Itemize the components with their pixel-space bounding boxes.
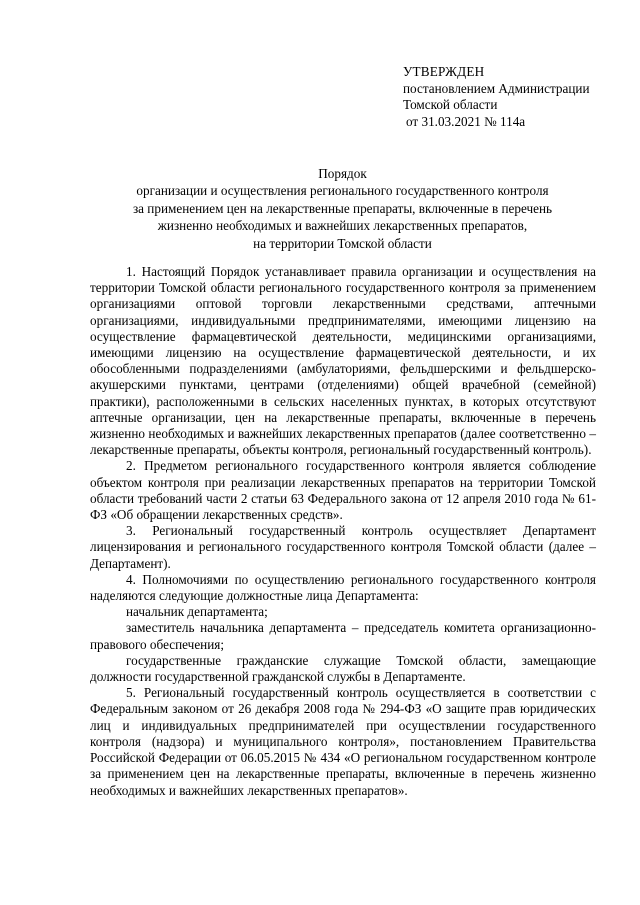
title-line-3: за применением цен на лекарственные препараты, включенные в перечень <box>132 200 553 216</box>
paragraph-5: 5. Региональный государственный контроль осуществляется в соответствии с Федеральным законом от 26 декабря 2008 года № 294-ФЗ «О защите прав юридических лиц и индивидуальных предпринимателей при осуществлении государственного контроля (надзора) и муниципального контроля», постановлением Правительства Российской Федерации от 06.05.2015 № 434 «О региональном государственном контроле за применением цен на лекарственные препараты, включенные в перечень жизненно необходимых и важнейших лекарственных препаратов». <box>90 685 596 798</box>
paragraph-1: 1. Настоящий Порядок устанавливает правила организации и осуществления на территории Томской области регионального государственного контроля за применением организациями оптовой торговли лекарственными средствами, аптечными организациями, индивидуальными предпринимателями, имеющими лицензию на осуществление фармацевтической деятельности, медицинскими организациями, имеющими лицензию на осуществление фармацевтической деятельности, и их обособленными подразделениями (амбулаториями, фельдшерскими и фельдшерско-акушерскими пунктами, центрами (отделениями) общей врачебной (семейной) практики), расположенными в сельских населенных пунктах, в которых отсутствуют аптечные организации, цен на лекарственные препараты, включенные в перечень жизненно необходимых и важнейших лекарственных препаратов (далее соответственно – лекарственные препараты, объекты контроля, региональный государственный контроль). <box>90 264 596 458</box>
title-line-5: на территории Томской области <box>253 235 432 251</box>
approval-line-2: Томской области <box>403 97 498 112</box>
document-title <box>90 165 595 252</box>
paragraph-4-item-2: заместитель начальника департамента – председатель комитета организационно-правового обеспечения; <box>90 620 596 652</box>
paragraph-4-item-3: государственные гражданские служащие Томской области, замещающие должности государственной гражданской службы в Департаменте. <box>90 652 596 685</box>
approval-heading: УТВЕРЖДЕН <box>403 64 485 79</box>
approval-stamp <box>403 64 628 130</box>
document-body <box>90 264 596 799</box>
paragraph-4-item-1: начальник департамента; <box>126 604 268 620</box>
title-line-2: организации и осуществления регионального государственного контроля <box>136 183 549 199</box>
paragraph-2: 2. Предметом регионального государственного контроля является соблюдение объектом контроля при реализации лекарственных препаратов на территории Томской области требований части 2 статьи 63 Федерального закона от 12 апреля 2010 года № 61-ФЗ «Об обращении лекарственных средств». <box>90 458 596 523</box>
paragraph-4: 4. Полномочиями по осуществлению регионального государственного контроля наделяются следующие должностные лица Департамента: <box>90 571 596 604</box>
approval-line-1: постановлением Администрации <box>403 80 590 96</box>
title-line-4: жизненно необходимых и важнейших лекарственных препаратов, <box>157 218 528 234</box>
approval-date: от 31.03.2021 № 114а <box>406 113 526 129</box>
title-line-1: Порядок <box>318 166 367 181</box>
paragraph-3: 3. Региональный государственный контроль осуществляет Департамент лицензирования и регионального государственного контроля Томской области (далее – Департамент). <box>90 523 596 571</box>
